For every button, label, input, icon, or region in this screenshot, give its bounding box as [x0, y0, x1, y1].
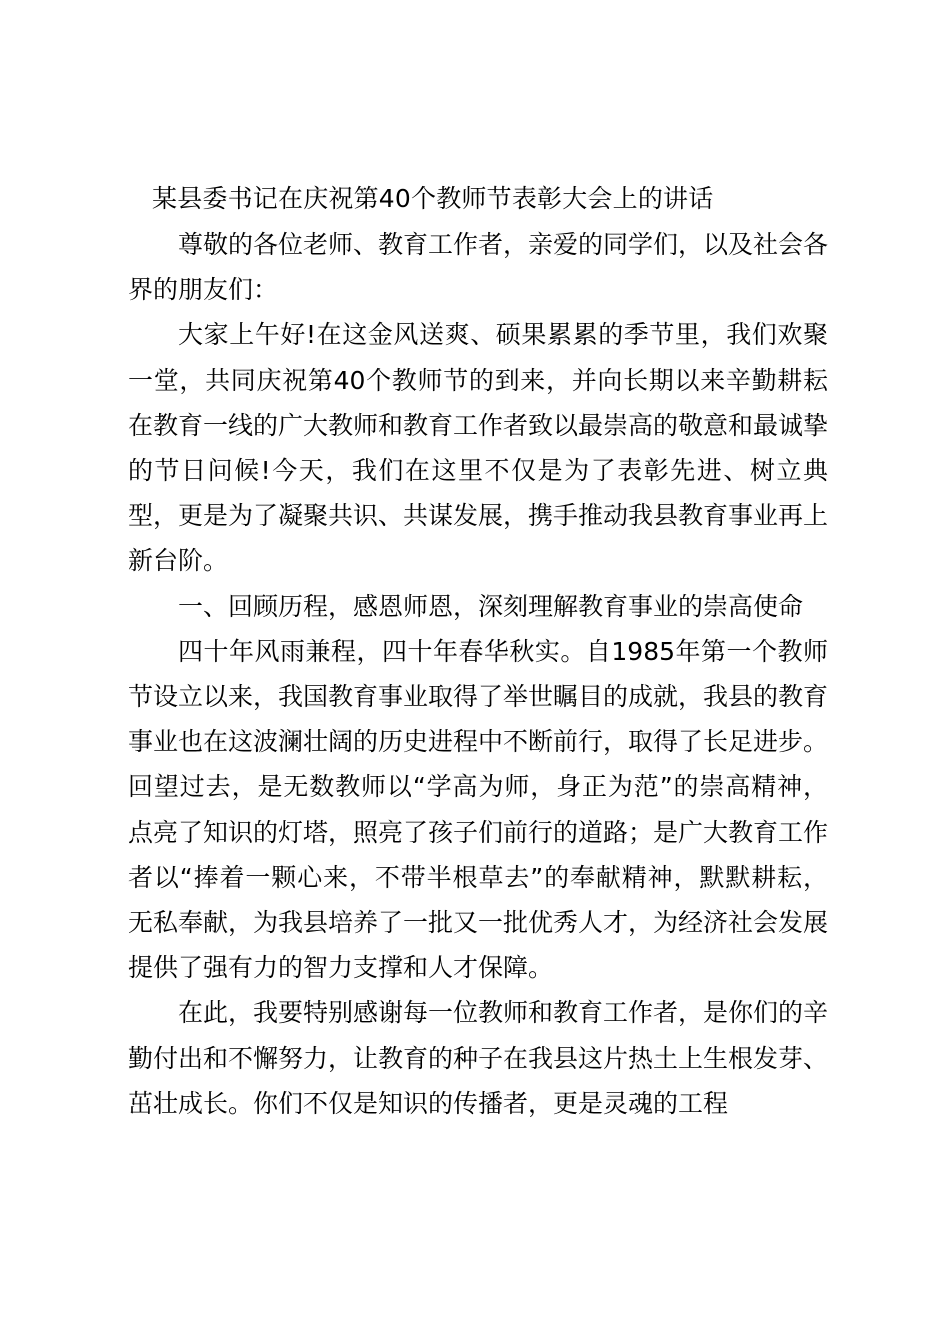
thanks-paragraph: 在此，我要特别感谢每一位教师和教育工作者，是你们的辛勤付出和不懈努力，让教育的种子在我县这片热土上生根发芽、茁壮成长。你们不仅是知识的传播者，更是灵魂的工程 — [128, 998, 829, 1118]
salutation-paragraph: 尊敬的各位老师、教育工作者，亲爱的同学们，以及社会各界的朋友们： — [128, 230, 829, 305]
history-paragraph: 四十年风雨兼程，四十年春华秋实。自1985年第一个教师节设立以来，我国教育事业取得了举世瞩目的成就，我县的教育事业也在这波澜壮阔的历史进程中不断前行，取得了长足进步。回望过去，是无数教师以“学高为师，身正为范”的崇高精神，点亮了知识的灯塔，照亮了孩子们前行的道路；是广大教育工作者以“捧着一颗心来，不带半根草去”的奉献精神，默默耕耘，无私奉献，为我县培养了一批又一批优秀人才，为经济社会发展提供了强有力的智力支撑和人才保障。 — [128, 636, 829, 983]
document-title: 某县委书记在庆祝第40个教师节表彰大会上的讲话 — [152, 184, 714, 213]
section-heading-1: 一、回顾历程，感恩师恩，深刻理解教育事业的崇高使命 — [178, 591, 804, 621]
document-body — [128, 176, 828, 1126]
greeting-paragraph: 大家上午好!在这金风送爽、硕果累累的季节里，我们欢聚一堂，共同庆祝第40个教师节的到来，并向长期以来辛勤耕耘在教育一线的广大教师和教育工作者致以最崇高的敬意和最诚挚的节日问候!今天，我们在这里不仅是为了表彰先进、树立典型，更是为了凝聚共识、共谋发展，携手推动我县教育事业再上新台阶。 — [128, 320, 829, 576]
